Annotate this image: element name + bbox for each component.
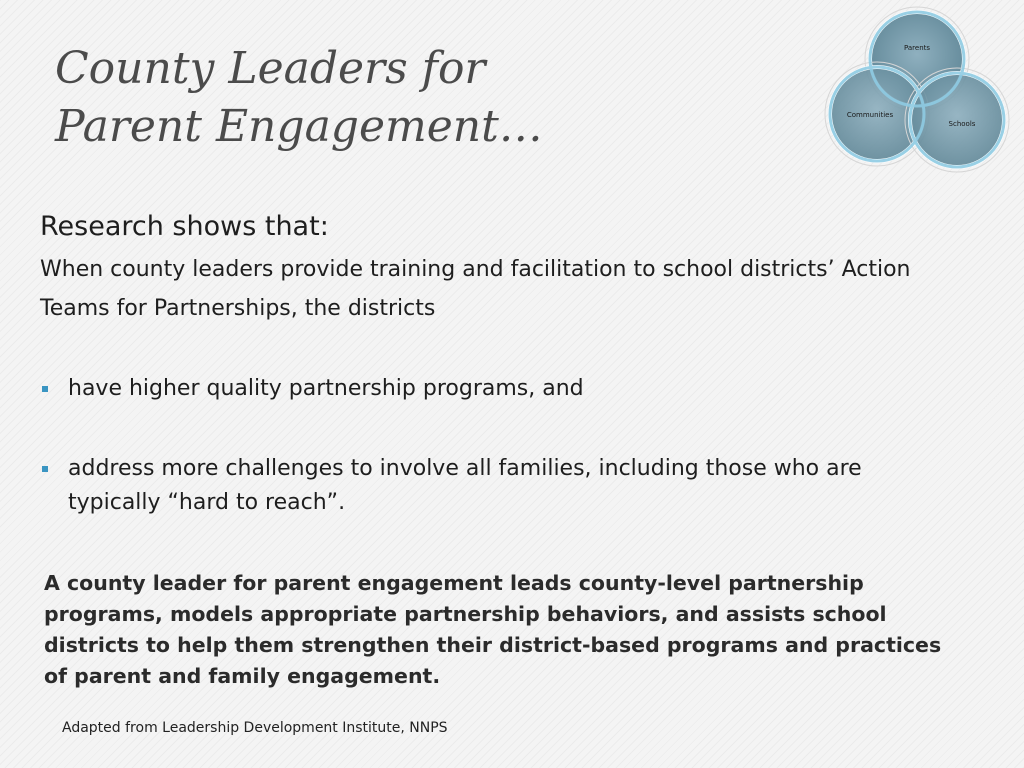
summary-statement: A county leader for parent engagement leads county-level partnership programs, models appropriate partnership behaviors, and assists school districts to help them strengthen their district-based programs and practices of parent and family engagement.	[44, 571, 942, 688]
bullet-square-icon	[42, 386, 48, 392]
list-item-text: have higher quality partnership programs, and	[68, 376, 584, 401]
list-item	[40, 452, 900, 520]
venn-diagram	[822, 4, 1012, 180]
research-heading: Research shows that:	[40, 211, 329, 242]
source-citation: Adapted from Leadership Development Institute, NNPS	[62, 720, 448, 736]
label-parents: Parents	[903, 44, 931, 52]
label-communities: Communities	[846, 111, 894, 119]
list-item	[40, 372, 900, 406]
title-line-2: Parent Engagement…	[55, 101, 543, 152]
findings-list	[40, 372, 900, 520]
label-schools: Schools	[948, 120, 976, 128]
intro-block	[40, 208, 940, 328]
bullet-square-icon	[42, 466, 48, 472]
research-text: When county leaders provide training and facilitation to school districts’ Action Teams for Partnerships, the districts	[40, 257, 911, 321]
list-item-text: address more challenges to involve all families, including those who are typically “hard to reach”.	[68, 456, 862, 515]
slide-title	[55, 40, 735, 156]
title-line-1: County Leaders for	[55, 43, 486, 94]
